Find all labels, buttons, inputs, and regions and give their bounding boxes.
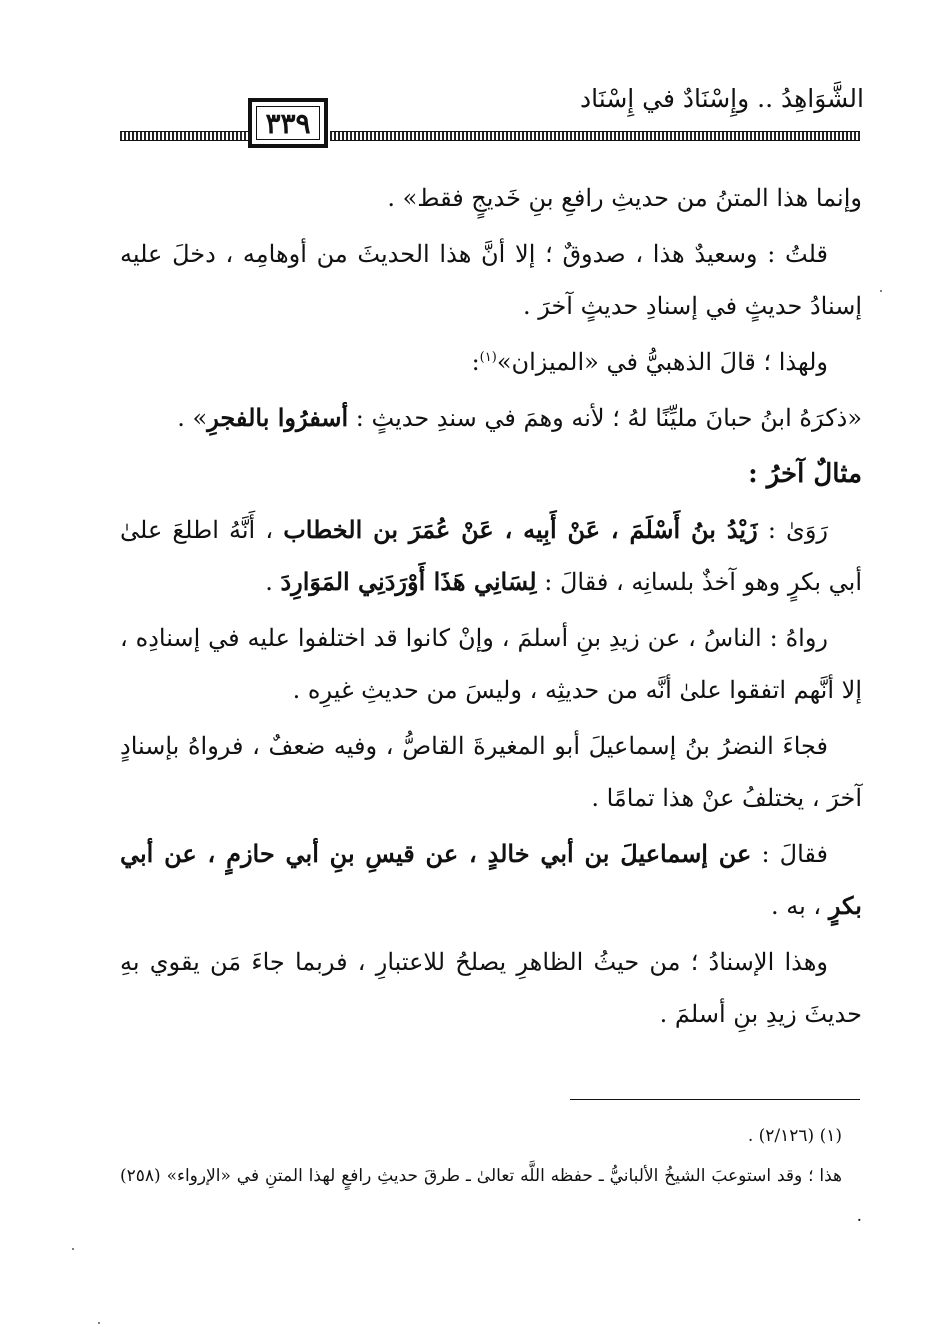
paragraph: رواهُ : الناسُ ، عن زيدِ بنِ أسلمَ ، وإنْ كانوا قد اختلفوا عليه في إسنادِه ، إلا أنَّهم اتفقوا علىٰ أنَّه من حديثِه ، وليسَ من حديثِ غيرِه . <box>120 624 862 704</box>
paragraph-text: ولهذا ؛ قالَ الذهبيُّ في «الميزان» <box>496 348 828 376</box>
page-number: ٣٣٩ <box>265 106 311 140</box>
footnote-ref: (١) <box>479 350 497 365</box>
paragraph-text: . <box>265 568 273 596</box>
isnad-text: زَيْدُ بنُ أَسْلَمَ ، عَنْ أَبِيه ، عَنْ عُمَرَ بن الخطاب <box>283 515 758 544</box>
footnotes <box>120 1116 862 1236</box>
paragraph-text: رَوَىٰ : <box>767 516 828 544</box>
scan-speck <box>98 1322 100 1324</box>
paragraph-text: فقالَ : <box>761 840 828 868</box>
paragraph <box>120 336 862 388</box>
paragraph-text: ، به . <box>770 892 822 920</box>
header-rule-right <box>330 131 860 141</box>
scan-speck <box>72 1248 74 1250</box>
scan-speck <box>880 290 882 292</box>
footnote-separator <box>570 1099 860 1100</box>
page-number-box <box>248 98 328 148</box>
paragraph <box>120 828 862 932</box>
paragraph: فجاءَ النضرُ بنُ إسماعيلَ أبو المغيرةَ القاصُّ ، وفيه ضعفٌ ، فرواهُ بإسنادٍ آخرَ ، يختلفُ عنْ هذا تمامًا . <box>120 732 862 812</box>
page-number-frame <box>256 106 320 140</box>
quote-text: «ذكرَهُ ابنُ حبانَ مليِّنًا لهُ ؛ لأنه وهمَ في سندِ حديثٍ : <box>355 404 862 432</box>
paragraph: قلتُ : وسعيدٌ هذا ، صدوقٌ ؛ إلا أنَّ هذا الحديثَ من أوهامِه ، دخلَ عليه إسنادُ حديثٍ في إسنادِ حديثٍ آخرَ . <box>120 240 862 320</box>
isnad-text: عن إسماعيلَ بن أبي خالدٍ ، عن قيسِ بنِ أبي حازمٍ ، عن أبي بكرٍ <box>120 839 862 920</box>
paragraph: وهذا الإسنادُ ؛ من حيثُ الظاهرِ يصلحُ للاعتبارِ ، فربما جاءَ مَن يقوي بهِ حديثَ زيدِ بنِ أسلمَ . <box>120 948 862 1028</box>
quote-end: » . <box>177 404 208 432</box>
paragraph-text: : <box>471 348 480 376</box>
running-title: الشَّوَاهِدُ .. وإِسْنَادٌ في إِسْنَاد <box>580 84 864 113</box>
hadith-text: أسفرُوا بالفجرِ <box>207 403 349 432</box>
header-rule-left <box>120 131 250 141</box>
footnote: (١) (٢/١٢٦) . <box>747 1126 842 1146</box>
section-heading: مثالٌ آخرُ : <box>748 459 862 489</box>
main-text <box>120 172 862 1044</box>
paragraph: وإنما هذا المتنُ من حديثِ رافعِ بنِ خَديجٍ فقط» . <box>387 184 862 212</box>
paragraph <box>120 392 862 444</box>
footnote: هذا ؛ وقد استوعبَ الشيخُ الألبانيُّ ـ حفظه اللَّه تعالىٰ ـ طرقَ حديثِ رافعٍ لهذا المتنِ في «الإرواء» (٢٥٨) . <box>120 1166 862 1226</box>
hadith-text: لِسَانِي هَذَا أَوْرَدَنِي المَوَارِدَ <box>280 567 537 596</box>
paragraph-text: ، أَنَّهُ اطلعَ علىٰ أبي بكرٍ وهو آخذٌ بلسانِه ، فقالَ : <box>120 516 862 596</box>
paragraph <box>120 504 862 608</box>
